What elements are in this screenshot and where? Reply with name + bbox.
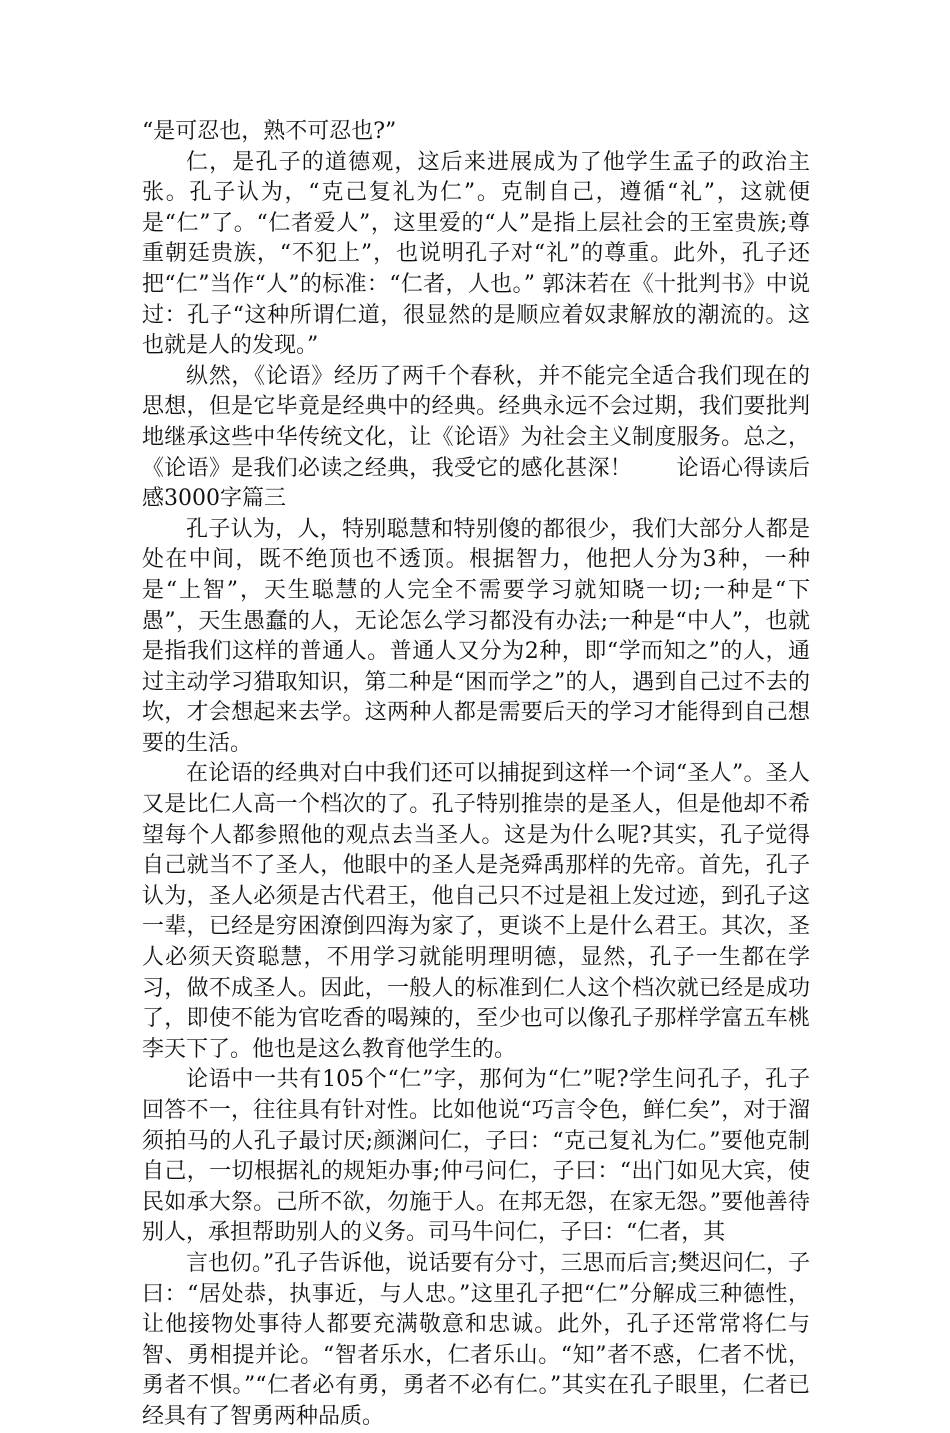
paragraph: 在论语的经典对白中我们还可以捕捉到这样一个词“圣人”。圣人又是比仁人高一个档次的了。孔子特别推崇的是圣人，但是他却不希望每个人都参照他的观点去当圣人。这是为什么呢?其实，孔子觉得自己就当不了圣人，他眼中的圣人是尧舜禹那样的先帝。首先，孔子认为，圣人必须是古代君王，他自己只不过是祖上发过迹，到孔子这一辈，已经是穷困潦倒四海为家了，更谈不上是什么君王。其次，圣人必须天资聪慧，不用学习就能明理明德，显然，孔子一生都在学习，做不成圣人。因此，一般人的标准到仁人这个档次就已经是成功了，即使不能为官吃香的喝辣的，至少也可以像孔子那样学富五车桃李天下了。他也是这么教育他学生的。 [142, 761, 810, 1062]
paragraph: 言也仞。”孔子告诉他，说话要有分寸，三思而后言;樊迟问仁，子曰：“居处恭，执事近，与人忠。”这里孔子把“仁”分解成三种德性，让他接物处事待人都要充满敬意和忠诚。此外，孔子还常常将仁与智、勇相提并论。“智者乐水，仁者乐山。“知”者不惑，仁者不忧，勇者不惧。”“仁者必有勇，勇者不必有仁。”其实在孔子眼里，仁者已经具有了智勇两种品质。 [142, 1250, 810, 1429]
paragraph: 孔子认为，人，特别聪慧和特别傻的都很少，我们大部分人都是处在中间，既不绝顶也不透顶。根据智力，他把人分为3种，一种是“上智”，天生聪慧的人完全不需要学习就知晓一切;一种是“下愚”，天生愚蠢的人，无论怎么学习都没有办法;一种是“中人”，也就是指我们这样的普通人。普通人又分为2种，即“学而知之”的人，通过主动学习猎取知识，第二种是“困而学之”的人，遇到自己过不去的坎，才会想起来去学。这两种人都是需要后天的学习才能得到自己想要的生活。 [142, 516, 810, 756]
paragraph: 论语中一共有105个“仁”字，那何为“仁”呢?学生问孔子，孔子回答不一，往往具有针对性。比如他说“巧言令色，鲜仁矣”，对于溜须拍马的人孔子最讨厌;颜渊问仁，子曰：“克己复礼为仁。”要他克制自己，一切根据礼的规矩办事;仲弓问仁，子曰：“出门如见大宾，使民如承大祭。己所不欲，勿施于人。在邦无怨，在家无怨。”要他善待别人，承担帮助别人的义务。司马牛问仁，子曰：“仁者，其 [142, 1067, 810, 1246]
document-body [142, 117, 810, 1433]
paragraph: 仁，是孔子的道德观，这后来进展成为了他学生孟子的政治主张。孔子认为，“克己复礼为仁”。克制自己，遵循“礼”，这就便是“仁”了。“仁者爱人”，这里爱的“人”是指上层社会的王室贵族;尊重朝廷贵族，“不犯上”，也说明孔子对“礼”的尊重。此外，孔子还把“仁”当作“人”的标准：“仁者，人也。” 郭沫若在《十批判书》中说过：孔子“这种所谓仁道，很显然的是顺应着奴隶解放的潮流的。这也就是人的发现。” [142, 149, 810, 359]
paragraph: 纵然，《论语》经历了两千个春秋，并不能完全适合我们现在的思想，但是它毕竟是经典中的经典。经典永远不会过期，我们要批判地继承这些中华传统文化，让《论语》为社会主义制度服务。总之，《论语》是我们必读之经典，我受它的感化甚深！ 论语心得读后感3000字篇三 [142, 363, 810, 512]
paragraph: “是可忍也，熟不可忍也?” [142, 119, 397, 144]
